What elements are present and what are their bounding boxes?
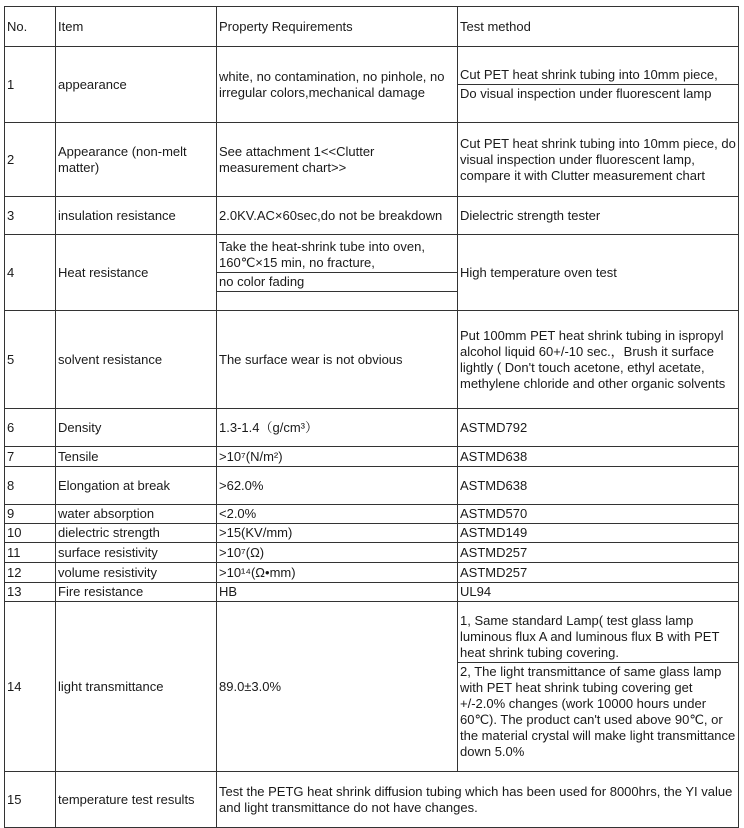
row-item: water absorption (56, 505, 217, 524)
row-requirement: >10¹⁴(Ω•mm) (217, 563, 458, 583)
row-number: 1 (5, 47, 56, 123)
row-requirement: 1.3-1.4（g/cm³） (217, 409, 458, 447)
table-row (5, 197, 739, 235)
row-test-method: ASTMD257 (458, 543, 739, 563)
table-row (5, 602, 739, 772)
row-item: temperature test results (56, 772, 217, 828)
row-test-method: Cut PET heat shrink tubing into 10mm piece, do visual inspection under fluorescent lamp, compare it with Clutter measurement chart (458, 123, 739, 197)
header-requirements: Property Requirements (217, 7, 458, 47)
row-number: 2 (5, 123, 56, 197)
row-item: Tensile (56, 447, 217, 467)
table-row (5, 47, 739, 123)
table-row (5, 583, 739, 602)
test-method-line: 2, The light transmittance of same glass lamp with PET heat shrink tubing covering get +/-2.0% changes (work 10000 hours under 60℃). The product can't used above 90℃, or the material crystal will make light transmittance down 5.0% (458, 662, 738, 761)
table-row (5, 123, 739, 197)
row-test-method: ASTMD638 (458, 447, 739, 467)
row-number: 7 (5, 447, 56, 467)
row-number: 4 (5, 235, 56, 311)
row-item: volume resistivity (56, 563, 217, 583)
table-row (5, 772, 739, 828)
table-row (5, 235, 739, 311)
test-method-line: 1, Same standard Lamp( test glass lamp luminous flux A and luminous flux B with PET heat shrink tubing covering. (460, 613, 720, 660)
row-item: Density (56, 409, 217, 447)
row-requirement (217, 235, 458, 311)
row-test-method: ASTMD149 (458, 524, 739, 543)
row-number: 14 (5, 602, 56, 772)
row-number: 11 (5, 543, 56, 563)
row-item: solvent resistance (56, 311, 217, 409)
requirement-line: no color fading (217, 272, 457, 291)
row-requirement: HB (217, 583, 458, 602)
row-number: 15 (5, 772, 56, 828)
row-item: Appearance (non-melt matter) (56, 123, 217, 197)
row-item: dielectric strength (56, 524, 217, 543)
row-item: surface resistivity (56, 543, 217, 563)
row-test-method: ASTMD570 (458, 505, 739, 524)
row-test-method: ASTMD792 (458, 409, 739, 447)
row-test-method (458, 602, 739, 772)
row-number: 10 (5, 524, 56, 543)
table-row (5, 311, 739, 409)
row-requirement: 89.0±3.0% (217, 602, 458, 772)
row-test-method (458, 47, 739, 123)
table-row (5, 447, 739, 467)
row-item: Fire resistance (56, 583, 217, 602)
requirement-line (217, 291, 457, 308)
row-number: 12 (5, 563, 56, 583)
header-test-method: Test method (458, 7, 739, 47)
row-requirement: See attachment 1<<Clutter measurement chart>> (217, 123, 458, 197)
table-row (5, 505, 739, 524)
table-row (5, 409, 739, 447)
row-requirement: 2.0KV.AC×60sec,do not be breakdown (217, 197, 458, 235)
row-number: 13 (5, 583, 56, 602)
row-number: 3 (5, 197, 56, 235)
table-row (5, 467, 739, 505)
row-requirement: white, no contamination, no pinhole, no irregular colors,mechanical damage (217, 47, 458, 123)
row-test-method: ASTMD257 (458, 563, 739, 583)
row-number: 9 (5, 505, 56, 524)
row-requirement: >15(KV/mm) (217, 524, 458, 543)
test-method-line: Do visual inspection under fluorescent lamp (458, 84, 738, 103)
header-no: No. (5, 7, 56, 47)
row-merged-result: Test the PETG heat shrink diffusion tubing which has been used for 8000hrs, the YI value and light transmittance do not have changes. (217, 772, 739, 828)
row-item: insulation resistance (56, 197, 217, 235)
test-method-line: Cut PET heat shrink tubing into 10mm piece, (460, 67, 718, 82)
row-test-method: Dielectric strength tester (458, 197, 739, 235)
row-test-method: Put 100mm PET heat shrink tubing in ispropyl alcohol liquid 60+/-10 sec.，Brush it surface lightly ( Don't touch acetone, ethyl acetate, methylene chloride and other organic solvents (458, 311, 739, 409)
table-row (5, 543, 739, 563)
row-item: Elongation at break (56, 467, 217, 505)
row-test-method: High temperature oven test (458, 235, 739, 311)
table-row (5, 524, 739, 543)
row-test-method: ASTMD638 (458, 467, 739, 505)
row-test-method: UL94 (458, 583, 739, 602)
row-number: 6 (5, 409, 56, 447)
row-item: appearance (56, 47, 217, 123)
table-row (5, 563, 739, 583)
row-number: 8 (5, 467, 56, 505)
row-number: 5 (5, 311, 56, 409)
row-requirement: <2.0% (217, 505, 458, 524)
row-item: light transmittance (56, 602, 217, 772)
header-item: Item (56, 7, 217, 47)
requirement-line: Take the heat-shrink tube into oven, 160℃×15 min, no fracture, (219, 238, 425, 270)
spec-table (4, 6, 739, 828)
row-requirement: The surface wear is not obvious (217, 311, 458, 409)
row-requirement: >10⁷(N/m²) (217, 447, 458, 467)
row-requirement: >10⁷(Ω) (217, 543, 458, 563)
row-item: Heat resistance (56, 235, 217, 311)
row-requirement: >62.0% (217, 467, 458, 505)
header-row (5, 7, 739, 47)
